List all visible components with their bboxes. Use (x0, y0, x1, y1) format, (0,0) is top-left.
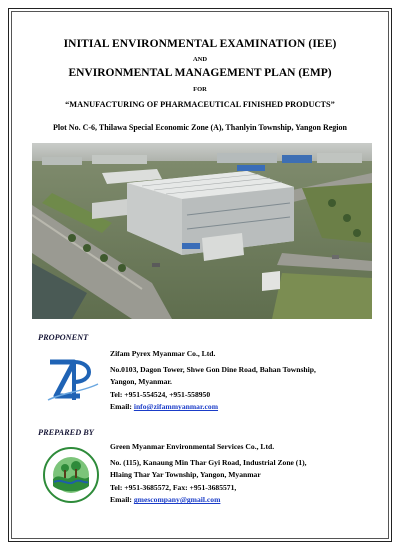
document-title-for: FOR (193, 86, 207, 93)
document-title-and: AND (192, 56, 208, 63)
proponent-company: Zifam Pyrex Myanmar Co., Ltd. (110, 349, 216, 358)
prepared-address-line2: Hlaing Thar Yar Township, Yangon, Myanmar (110, 470, 261, 480)
prepared-tel: Tel: +951-3685572, Fax: +951-3685571, (110, 482, 237, 492)
prepared-by-info (110, 441, 307, 507)
proponent-tel: Tel: +951-554524, +951-558950 (110, 389, 211, 399)
proponent-email-link[interactable]: info@zifammyanmar.com (133, 402, 219, 412)
proponent-address-line1: No.0103, Dagon Tower, Shwe Gon Dine Road, Bahan Township, (110, 364, 316, 374)
proponent-email-line (110, 401, 316, 414)
proponent-label: PROPONENT (38, 333, 89, 342)
zp-logo-icon (44, 356, 100, 404)
proponent-address-line2: Yangon, Myanmar. (110, 377, 172, 387)
proponent-info (110, 348, 316, 414)
prepared-email-line (110, 494, 307, 507)
document-title-emp: ENVIRONMENTAL MANAGEMENT PLAN (EMP) (68, 67, 332, 79)
prepared-address-line1: No. (115), Kanaung Min Thar Gyi Road, Industrial Zone (1), (110, 457, 307, 467)
green-myanmar-logo-icon (42, 446, 100, 504)
project-location: Plot No. C-6, Thilawa Special Economic Zone (A), Thanlyin Township, Yangon Region (53, 123, 347, 132)
factory-aerial-photo (32, 143, 372, 319)
project-title: “MANUFACTURING OF PHARMACEUTICAL FINISHED PRODUCTS” (65, 100, 335, 109)
prepared-by-label: PREPARED BY (38, 428, 94, 437)
document-title-iee: INITIAL ENVIRONMENTAL EXAMINATION (IEE) (63, 38, 337, 50)
prepared-email-label: Email: (110, 495, 134, 505)
prepared-company: Green Myanmar Environmental Services Co., Ltd. (110, 442, 275, 451)
prepared-email-link[interactable]: gmescompany@gmail.com (133, 495, 221, 505)
proponent-email-label: Email: (110, 402, 134, 412)
